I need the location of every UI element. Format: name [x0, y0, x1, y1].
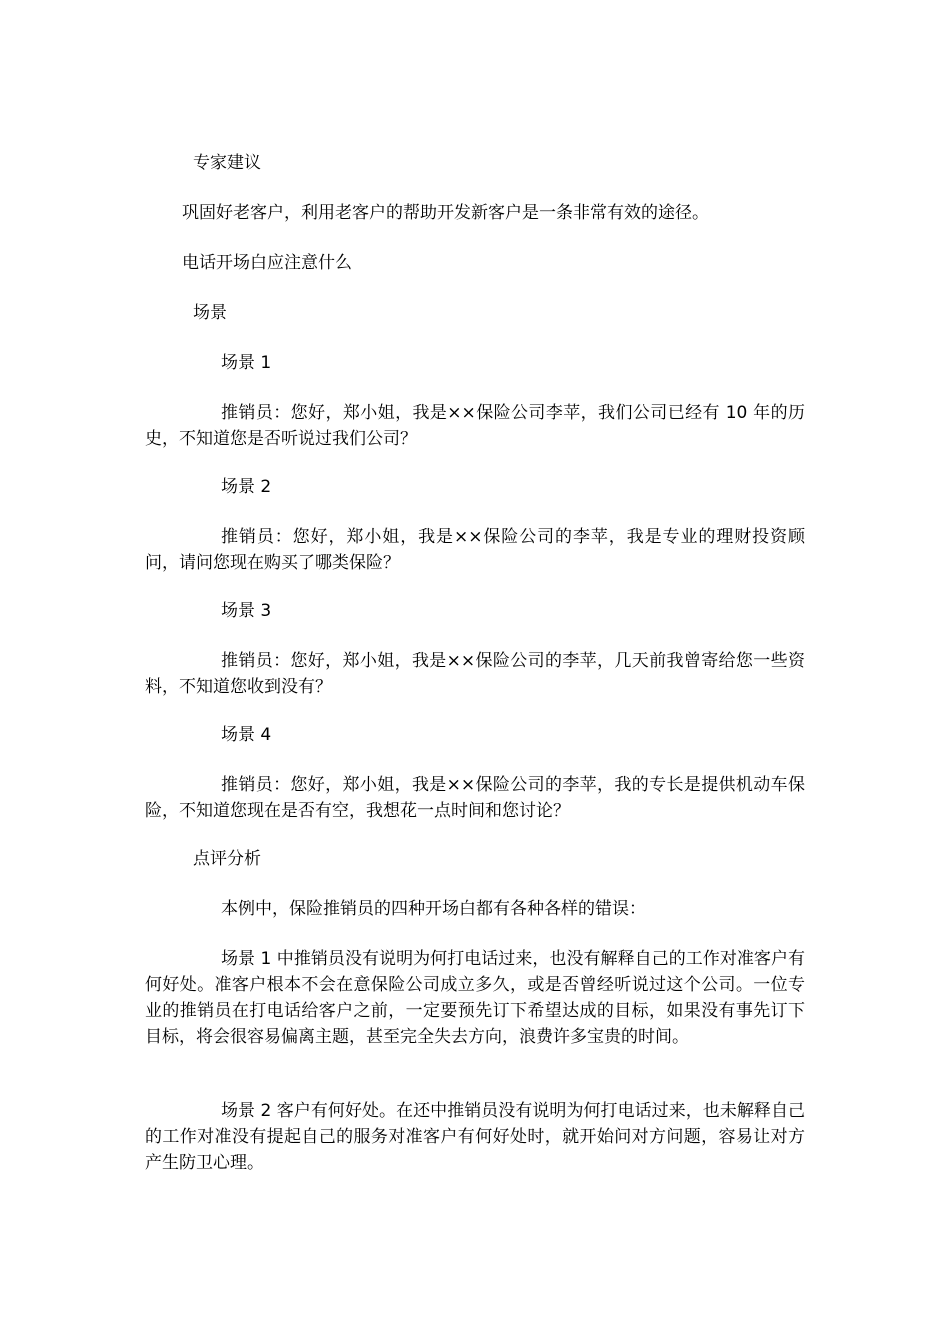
analysis-heading: 点评分析: [193, 849, 261, 869]
scene-4-label: 场景 4: [221, 725, 272, 745]
scene-4-text: 推销员：您好，郑小姐，我是××保险公司的李苹，我的专长是提供机动车保险，不知道您现在是否有空，我想花一点时间和您讨论？: [145, 775, 805, 821]
expert-heading: 专家建议: [193, 153, 261, 173]
scene-1-text: 推销员：您好，郑小姐，我是××保险公司李苹，我们公司已经有 10 年的历史，不知道您是否听说过我们公司？: [145, 403, 805, 449]
scene-3-text: 推销员：您好，郑小姐，我是××保险公司的李苹，几天前我曾寄给您一些资料，不知道您收到没有？: [145, 651, 805, 697]
expert-advice: 巩固好老客户，利用老客户的帮助开发新客户是一条非常有效的途径。: [182, 203, 709, 223]
scene-2-label: 场景 2: [221, 477, 272, 497]
scene-1-label: 场景 1: [221, 353, 272, 373]
analysis-paragraph-2: 场景 2 客户有何好处。在还中推销员没有说明为何打电话过来，也未解释自己的工作对准没有提起自己的服务对准客户有何好处时，就开始问对方问题，容易让对方产生防卫心理。: [145, 1101, 805, 1173]
scene-heading: 场景: [193, 303, 227, 323]
analysis-intro: 本例中，保险推销员的四种开场白都有各种各样的错误：: [221, 899, 646, 919]
scene-2-text: 推销员：您好，郑小姐，我是××保险公司的李苹，我是专业的理财投资顾问，请问您现在购买了哪类保险？: [145, 527, 805, 573]
analysis-paragraph-1: 场景 1 中推销员没有说明为何打电话过来，也没有解释自己的工作对准客户有何好处。准客户根本不会在意保险公司成立多久，或是否曾经听说过这个公司。一位专业的推销员在打电话给客户之前，一定要预先订下希望达成的目标，如果没有事先订下目标，将会很容易偏离主题，甚至完全失去方向，浪费许多宝贵的时间。: [145, 949, 805, 1047]
section-title: 电话开场白应注意什么: [182, 253, 352, 273]
scene-3-label: 场景 3: [221, 601, 272, 621]
